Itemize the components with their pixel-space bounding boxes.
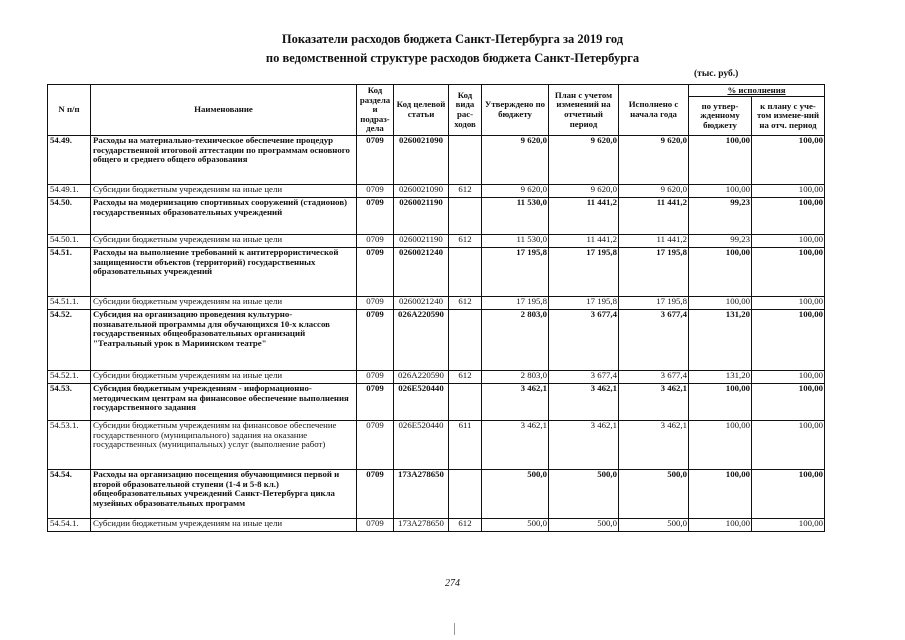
report-title-line-2: по ведомственной структуре расходов бюджета Санкт-Петербурга (265, 51, 640, 65)
row-target-code: 0260021240 (394, 297, 449, 310)
row-approved: 2 803,0 (482, 371, 549, 384)
row-approved: 500,0 (482, 470, 549, 519)
header-section-code: Код раздела и подраз-дела (357, 85, 394, 136)
row-section-code: 0709 (357, 185, 394, 198)
budget-table (47, 84, 825, 532)
row-section-code: 0709 (357, 519, 394, 532)
row-target-code: 0260021190 (394, 198, 449, 235)
row-pct-plan: 100,00 (752, 310, 825, 371)
row-type-code (449, 310, 482, 371)
row-target-code: 0260021190 (394, 235, 449, 248)
header-num: N п/п (48, 85, 91, 136)
row-executed: 9 620,0 (619, 136, 689, 185)
row-pct-approved: 100,00 (689, 297, 752, 310)
row-type-code: 612 (449, 519, 482, 532)
row-approved: 500,0 (482, 519, 549, 532)
row-number: 54.49.1. (48, 185, 91, 198)
row-target-code: 026E520440 (394, 384, 449, 421)
row-target-code: 0260021240 (394, 248, 449, 297)
row-section-code: 0709 (357, 198, 394, 235)
row-type-code: 612 (449, 185, 482, 198)
row-executed: 3 677,4 (619, 371, 689, 384)
row-pct-plan: 100,00 (752, 185, 825, 198)
row-approved: 11 530,0 (482, 198, 549, 235)
row-target-code: 026A220590 (394, 371, 449, 384)
row-number: 54.52. (48, 310, 91, 371)
row-section-code: 0709 (357, 371, 394, 384)
row-target-code: 173A278650 (394, 519, 449, 532)
row-executed: 3 462,1 (619, 384, 689, 421)
table-row (48, 384, 825, 421)
row-approved: 9 620,0 (482, 185, 549, 198)
row-plan: 500,0 (549, 470, 619, 519)
table-row (48, 198, 825, 235)
row-name: Расходы на выполнение требований к антитеррористической защищенности объектов (территорий) государственных образовательных учреждений (91, 248, 357, 297)
header-type-code: Код вида рас-ходов (449, 85, 482, 136)
footer-mark (454, 623, 455, 635)
header-percent-group: % исполнения (689, 85, 825, 97)
row-section-code: 0709 (357, 136, 394, 185)
table-row (48, 371, 825, 384)
row-pct-approved: 131,20 (689, 310, 752, 371)
row-plan: 3 677,4 (549, 310, 619, 371)
row-approved: 2 803,0 (482, 310, 549, 371)
row-pct-approved: 100,00 (689, 136, 752, 185)
row-executed: 9 620,0 (619, 185, 689, 198)
row-plan: 3 462,1 (549, 421, 619, 470)
row-name: Расходы на организацию посещения обучающимися первой и второй образовательной ступени (1-4 и 5-8 кл.) общеобразовательных учреждений Санкт-Петербурга цикла музейных образовательных программ (91, 470, 357, 519)
units-label: (тыс. руб.) (694, 69, 739, 79)
report-title-line-1: Показатели расходов бюджета Санкт-Петербурга за 2019 год (281, 32, 624, 46)
row-pct-plan: 100,00 (752, 421, 825, 470)
table-row (48, 136, 825, 185)
row-name: Расходы на материально-техническое обеспечение процедур государственной итоговой аттестации по программам основного общего и среднего общего образования (91, 136, 357, 185)
row-approved: 17 195,8 (482, 248, 549, 297)
row-type-code (449, 136, 482, 185)
row-section-code: 0709 (357, 470, 394, 519)
header-name: Наименование (91, 85, 357, 136)
row-executed: 11 441,2 (619, 198, 689, 235)
row-executed: 17 195,8 (619, 248, 689, 297)
row-pct-plan: 100,00 (752, 248, 825, 297)
row-name: Субсидии бюджетным учреждениям на иные цели (91, 371, 357, 384)
row-section-code: 0709 (357, 248, 394, 297)
row-executed: 3 462,1 (619, 421, 689, 470)
row-name: Субсидии бюджетным учреждениям на иные цели (91, 297, 357, 310)
row-name: Субсидия бюджетным учреждениям - информационно-методическим центрам на финансовое обеспечение выполнения государственного задания (91, 384, 357, 421)
row-section-code: 0709 (357, 384, 394, 421)
row-name: Субсидии бюджетным учреждениям на иные цели (91, 185, 357, 198)
row-executed: 3 677,4 (619, 310, 689, 371)
row-section-code: 0709 (357, 421, 394, 470)
row-pct-plan: 100,00 (752, 297, 825, 310)
row-name: Расходы на модернизацию спортивных сооружений (стадионов) государственных образовательных учреждений (91, 198, 357, 235)
row-pct-approved: 100,00 (689, 470, 752, 519)
row-pct-approved: 100,00 (689, 248, 752, 297)
row-section-code: 0709 (357, 297, 394, 310)
row-name: Субсидии бюджетным учреждениям на иные цели (91, 235, 357, 248)
row-name: Субсидии бюджетным учреждениям на иные цели (91, 519, 357, 532)
table-row (48, 470, 825, 519)
row-target-code: 0260021090 (394, 136, 449, 185)
row-plan: 11 441,2 (549, 198, 619, 235)
row-approved: 11 530,0 (482, 235, 549, 248)
row-approved: 3 462,1 (482, 421, 549, 470)
row-target-code: 0260021090 (394, 185, 449, 198)
table-row (48, 519, 825, 532)
row-type-code (449, 384, 482, 421)
row-number: 54.54.1. (48, 519, 91, 532)
row-type-code (449, 470, 482, 519)
row-number: 54.51. (48, 248, 91, 297)
row-pct-plan: 100,00 (752, 470, 825, 519)
row-pct-approved: 100,00 (689, 421, 752, 470)
row-plan: 11 441,2 (549, 235, 619, 248)
table-row (48, 310, 825, 371)
row-plan: 17 195,8 (549, 297, 619, 310)
row-target-code: 173A278650 (394, 470, 449, 519)
row-pct-approved: 99,23 (689, 198, 752, 235)
row-number: 54.51.1. (48, 297, 91, 310)
table-row (48, 185, 825, 198)
row-type-code (449, 248, 482, 297)
page-number: 274 (445, 578, 460, 589)
row-pct-plan: 100,00 (752, 384, 825, 421)
row-name: Субсидии бюджетным учреждениям на финансовое обеспечение государственного (муниципального) задания на оказание государственных (муниципальных) услуг (выполнение работ) (91, 421, 357, 470)
table-row (48, 235, 825, 248)
row-target-code: 026A220590 (394, 310, 449, 371)
row-type-code: 612 (449, 297, 482, 310)
row-plan: 9 620,0 (549, 185, 619, 198)
row-number: 54.50. (48, 198, 91, 235)
row-type-code: 612 (449, 235, 482, 248)
row-type-code: 611 (449, 421, 482, 470)
row-pct-approved: 100,00 (689, 384, 752, 421)
row-number: 54.53.1. (48, 421, 91, 470)
row-pct-plan: 100,00 (752, 519, 825, 532)
header-approved: Утверждено по бюджету (482, 85, 549, 136)
row-plan: 3 677,4 (549, 371, 619, 384)
header-plan: План с учетом изменений на отчетный период (549, 85, 619, 136)
row-approved: 3 462,1 (482, 384, 549, 421)
row-number: 54.52.1. (48, 371, 91, 384)
table-row (48, 421, 825, 470)
row-number: 54.50.1. (48, 235, 91, 248)
header-target-code: Код целевой статьи (394, 85, 449, 136)
row-type-code (449, 198, 482, 235)
row-section-code: 0709 (357, 310, 394, 371)
row-executed: 11 441,2 (619, 235, 689, 248)
table-row (48, 297, 825, 310)
row-executed: 17 195,8 (619, 297, 689, 310)
row-approved: 9 620,0 (482, 136, 549, 185)
row-pct-plan: 100,00 (752, 198, 825, 235)
row-pct-plan: 100,00 (752, 136, 825, 185)
row-pct-approved: 131,20 (689, 371, 752, 384)
row-executed: 500,0 (619, 519, 689, 532)
row-target-code: 026E520440 (394, 421, 449, 470)
row-section-code: 0709 (357, 235, 394, 248)
header-executed: Исполнено с начала года (619, 85, 689, 136)
row-pct-plan: 100,00 (752, 371, 825, 384)
header-pct-plan: к плану с уче-том измене-ний на отч. период (752, 97, 825, 136)
row-approved: 17 195,8 (482, 297, 549, 310)
row-plan: 3 462,1 (549, 384, 619, 421)
row-number: 54.54. (48, 470, 91, 519)
row-plan: 500,0 (549, 519, 619, 532)
table-body (48, 136, 825, 532)
row-executed: 500,0 (619, 470, 689, 519)
table-row (48, 248, 825, 297)
row-plan: 17 195,8 (549, 248, 619, 297)
row-pct-approved: 99,23 (689, 235, 752, 248)
row-plan: 9 620,0 (549, 136, 619, 185)
row-type-code: 612 (449, 371, 482, 384)
header-pct-approved: по утвер-жденному бюджету (689, 97, 752, 136)
row-pct-approved: 100,00 (689, 185, 752, 198)
row-pct-approved: 100,00 (689, 519, 752, 532)
row-pct-plan: 100,00 (752, 235, 825, 248)
row-name: Субсидия на организацию проведения культурно-познавательной программы для обучающихся 10-х классов государственных общеобразовательных организаций "Театральный урок в Мариинском театре" (91, 310, 357, 371)
row-number: 54.49. (48, 136, 91, 185)
row-number: 54.53. (48, 384, 91, 421)
